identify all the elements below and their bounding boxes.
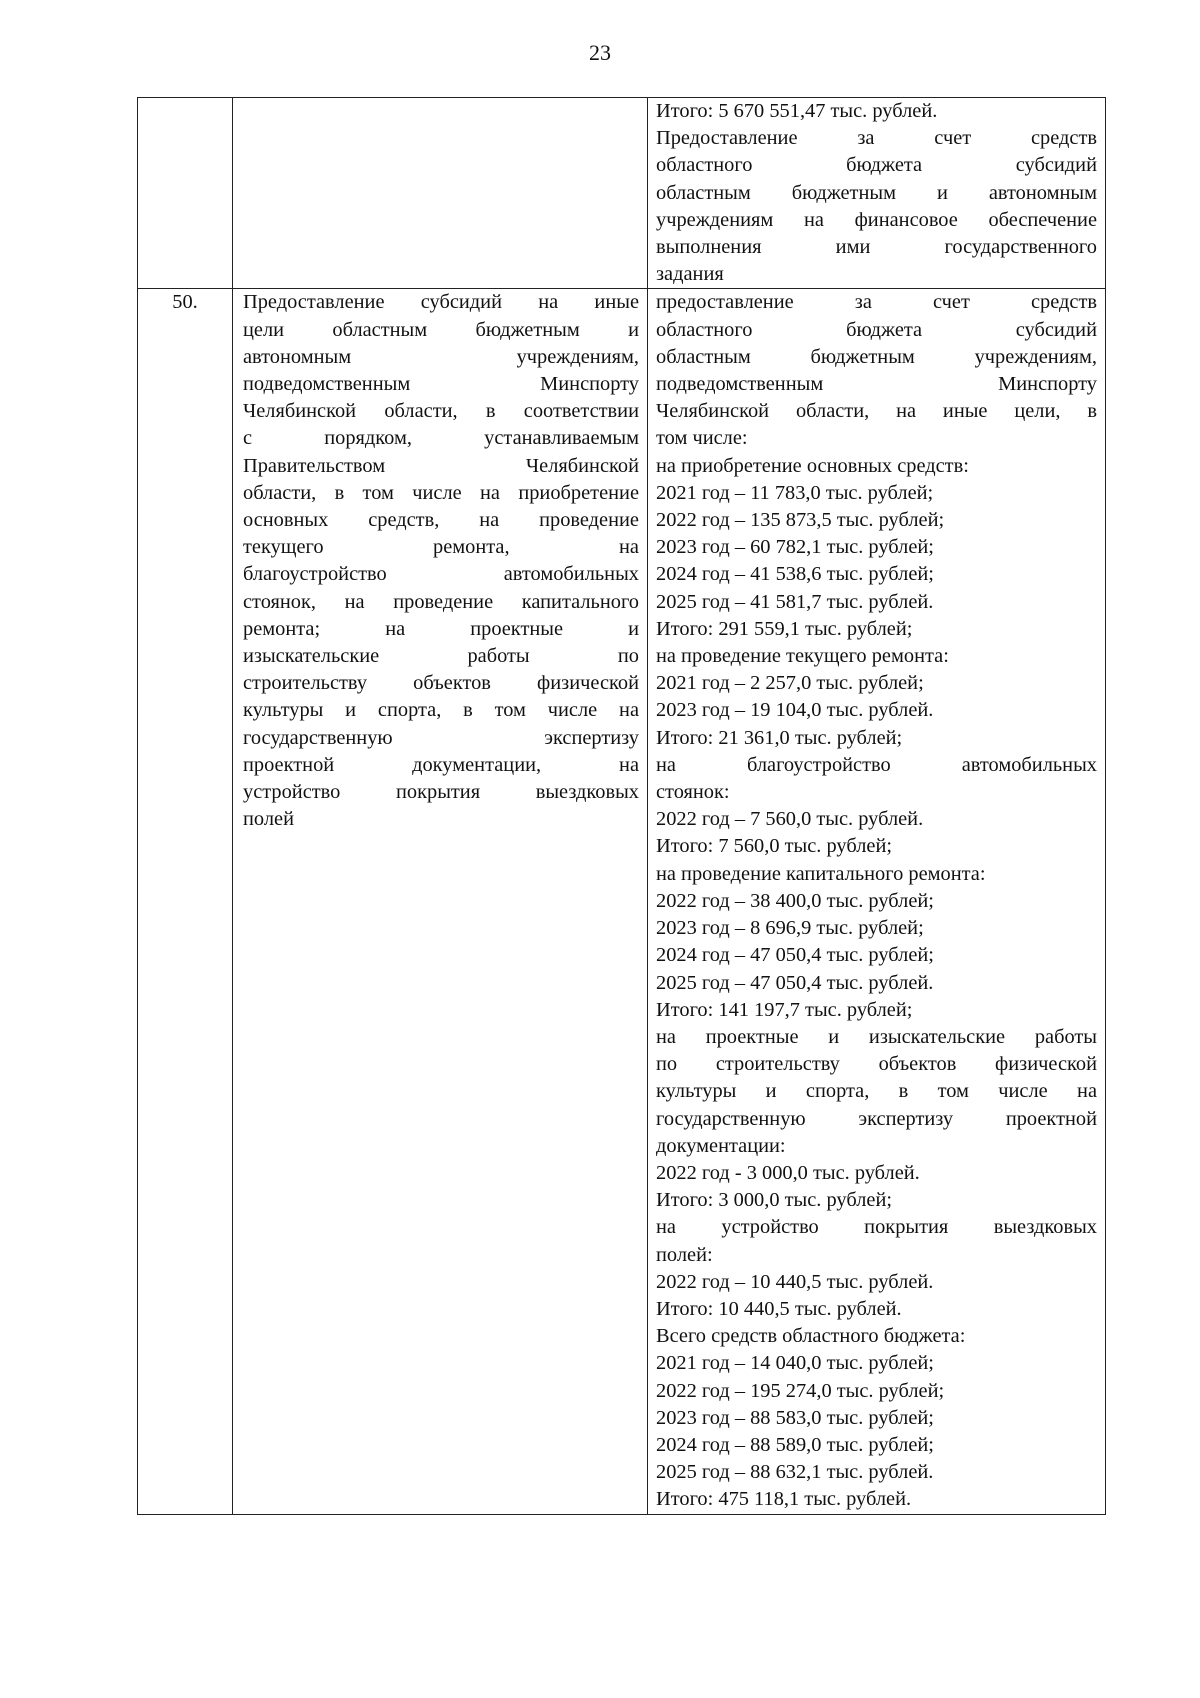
- text-line: Итого: 5 670 551,47 тыс. рублей.: [656, 100, 938, 122]
- text-line: 2024 год – 88 589,0 тыс. рублей;: [656, 1433, 934, 1456]
- text-line: на благоустройство автомобильных: [656, 753, 1097, 776]
- text-line: 2021 год – 2 257,0 тыс. рублей;: [656, 672, 924, 695]
- financing-lines: [656, 289, 1097, 1513]
- text-line: Итого: 10 440,5 тыс. рублей.: [656, 1297, 902, 1320]
- text-line: по строительству объектов физической: [656, 1053, 1097, 1076]
- text-line: Итого: 3 000,0 тыс. рублей;: [656, 1189, 893, 1212]
- text-line: 2024 год – 47 050,4 тыс. рублей;: [656, 944, 934, 967]
- financing-cell: [648, 98, 1106, 289]
- text-line: стоянок, на проведение капитального: [243, 590, 639, 613]
- text-line: 2023 год – 19 104,0 тыс. рублей.: [656, 699, 934, 722]
- text-line: 2021 год – 11 783,0 тыс. рублей;: [656, 481, 934, 504]
- text-line: государственную экспертизу: [243, 726, 639, 749]
- table-row-50: [138, 289, 1106, 1514]
- text-line: Итого: 7 560,0 тыс. рублей;: [656, 835, 893, 858]
- program-table: [137, 97, 1106, 1515]
- text-line: областного бюджета субсидий: [656, 318, 1097, 341]
- text-line: на приобретение основных средств:: [656, 454, 969, 477]
- text-line: культуры и спорта, в том числе на: [243, 699, 639, 722]
- text-line: ремонта; на проектные и: [243, 617, 639, 640]
- text-line: выполнения ими государственного: [656, 236, 1097, 259]
- text-line: Предоставление за счет средств: [656, 127, 1097, 150]
- text-line: задания: [656, 263, 724, 286]
- text-line: областным бюджетным учреждениям,: [656, 345, 1097, 368]
- text-line: проектной документации, на: [243, 753, 639, 776]
- text-line: 2023 год – 60 782,1 тыс. рублей;: [656, 536, 934, 559]
- text-line: строительству объектов физической: [243, 672, 639, 695]
- text-line: полей:: [656, 1243, 713, 1266]
- text-line: на проектные и изыскательские работы: [656, 1025, 1097, 1048]
- text-line: Итого: 475 118,1 тыс. рублей.: [656, 1488, 912, 1511]
- text-line: 2022 год – 38 400,0 тыс. рублей;: [656, 889, 934, 912]
- text-line: государственную экспертизу проектной: [656, 1107, 1097, 1130]
- text-line: областного бюджета субсидий: [656, 154, 1097, 177]
- measure-name-cell: [233, 98, 648, 289]
- text-line: автономным учреждениям,: [243, 345, 639, 368]
- text-line: 2022 год – 195 274,0 тыс. рублей;: [656, 1379, 945, 1402]
- text-line: цели областным бюджетным и: [243, 318, 639, 341]
- text-line: на проведение текущего ремонта:: [656, 645, 949, 668]
- text-line: Правительством Челябинской: [243, 454, 639, 477]
- text-line: 2022 год – 135 873,5 тыс. рублей;: [656, 509, 945, 532]
- row-number-cell: 50.: [138, 289, 233, 1514]
- text-line: Предоставление субсидий на иные: [243, 291, 639, 314]
- text-line: учреждениям на финансовое обеспечение: [656, 208, 1097, 231]
- text-line: на устройство покрытия выездковых: [656, 1216, 1097, 1239]
- text-line: Всего средств областного бюджета:: [656, 1325, 966, 1348]
- text-line: Итого: 21 361,0 тыс. рублей;: [656, 726, 903, 749]
- text-line: подведомственным Минспорту: [656, 373, 1097, 396]
- text-line: документации:: [656, 1134, 786, 1157]
- text-line: устройство покрытия выездковых: [243, 781, 639, 804]
- financing-cell: [648, 289, 1106, 1514]
- financing-lines: [656, 98, 1097, 288]
- text-line: 2023 год – 88 583,0 тыс. рублей;: [656, 1406, 934, 1429]
- text-line: Челябинской области, в соответствии: [243, 400, 639, 423]
- text-line: 2021 год – 14 040,0 тыс. рублей;: [656, 1352, 934, 1375]
- text-line: текущего ремонта, на: [243, 536, 639, 559]
- text-line: на проведение капитального ремонта:: [656, 862, 986, 885]
- page-number: 23: [589, 40, 611, 65]
- text-line: благоустройство автомобильных: [243, 563, 639, 586]
- text-line: области, в том числе на приобретение: [243, 481, 639, 504]
- measure-name-lines: [241, 289, 639, 833]
- row-number-cell: [138, 98, 233, 289]
- text-line: Челябинской области, на иные цели, в: [656, 400, 1097, 423]
- text-line: том числе:: [656, 427, 748, 450]
- text-line: 2022 год - 3 000,0 тыс. рублей.: [656, 1161, 920, 1184]
- text-line: Итого: 291 559,1 тыс. рублей;: [656, 617, 913, 640]
- text-line: полей: [243, 808, 294, 831]
- text-line: предоставление за счет средств: [656, 291, 1097, 314]
- text-line: 2025 год – 88 632,1 тыс. рублей.: [656, 1461, 934, 1484]
- text-line: 2022 год – 7 560,0 тыс. рублей.: [656, 808, 924, 831]
- text-line: 2022 год – 10 440,5 тыс. рублей.: [656, 1270, 934, 1293]
- text-line: изыскательские работы по: [243, 645, 639, 668]
- text-line: культуры и спорта, в том числе на: [656, 1080, 1097, 1103]
- measure-name-cell: [233, 289, 648, 1514]
- text-line: 2024 год – 41 538,6 тыс. рублей;: [656, 563, 934, 586]
- text-line: подведомственным Минспорту: [243, 373, 639, 396]
- text-line: 2025 год – 41 581,7 тыс. рублей.: [656, 590, 934, 613]
- text-line: основных средств, на проведение: [243, 509, 639, 532]
- text-line: с порядком, устанавливаемым: [243, 427, 639, 450]
- text-line: 2023 год – 8 696,9 тыс. рублей;: [656, 917, 924, 940]
- text-line: стоянок:: [656, 781, 730, 804]
- text-line: Итого: 141 197,7 тыс. рублей;: [656, 998, 913, 1021]
- text-line: областным бюджетным и автономным: [656, 181, 1097, 204]
- table-row-continuation: [138, 98, 1106, 289]
- text-line: 2025 год – 47 050,4 тыс. рублей.: [656, 971, 934, 994]
